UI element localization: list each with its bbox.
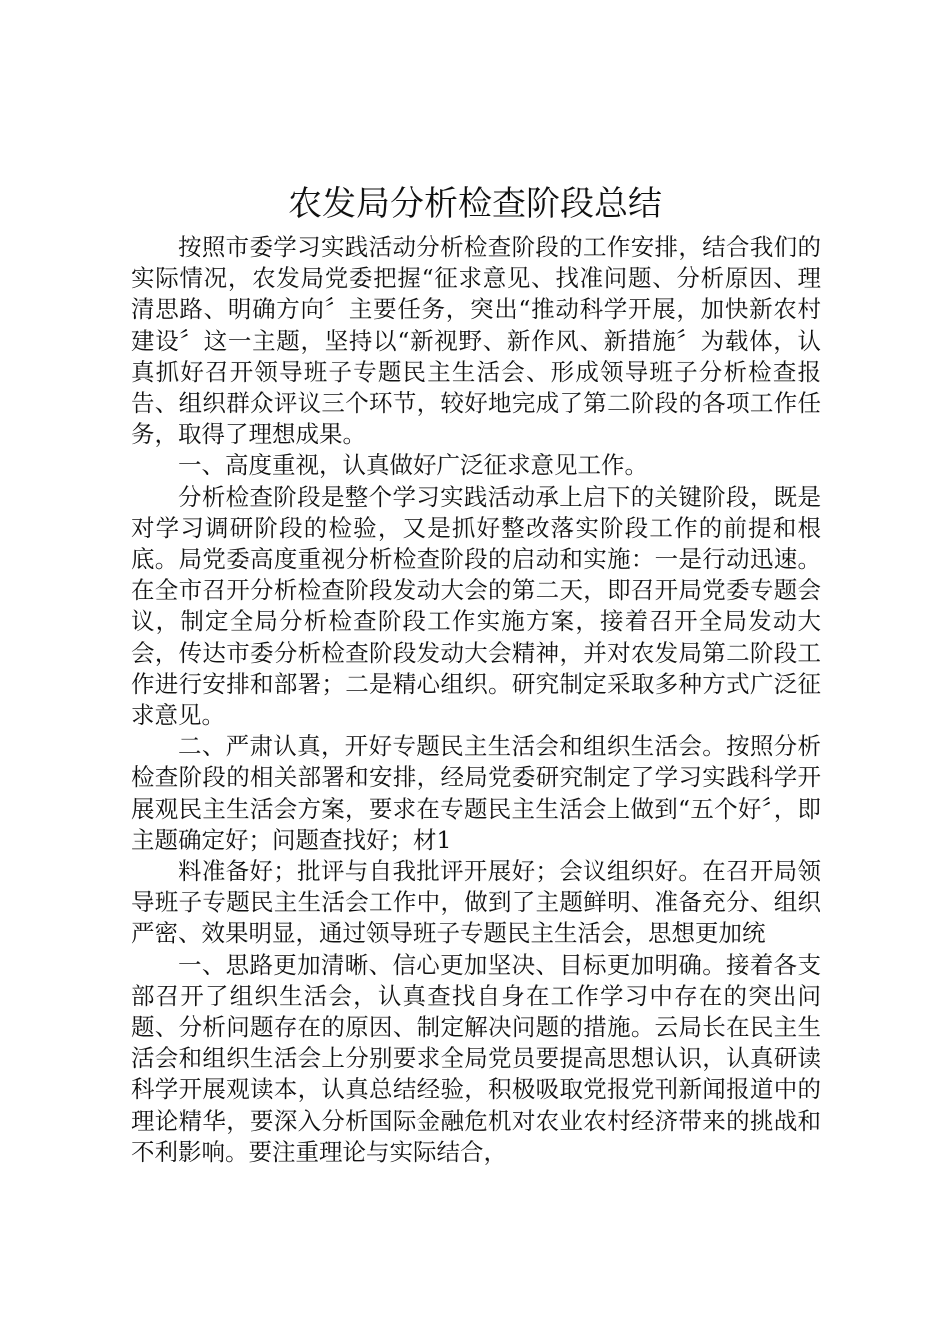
paragraph-analysis-stage: 分析检查阶段是整个学习实践活动承上启下的关键阶段，既是对学习调研阶段的检验，又是抓好整改落实阶段工作的前提和根底。局党委高度重视分析检查阶段的启动和实施：一是行动迅速。在全市召开分析检查阶段发动大会的第二天，即召开局党委专题会议，制定全局分析检查阶段工作实施方案，接着召开全局发动大会，传达市委分析检查阶段发动大会精神，并对农发局第二阶段工作进行安排和部署；二是精心组织。研究制定采取多种方式广泛征求意见。 (131, 482, 821, 730)
document-body (131, 232, 821, 1168)
paragraph-heading-1: 一、高度重视，认真做好广泛征求意见工作。 (178, 451, 648, 480)
paragraph-materials: 料准备好；批评与自我批评开展好；会议组织好。在召开局领导班子专题民主生活会工作中，做到了主题鲜明、准备充分、组织严密、效果明显，通过领导班子专题民主生活会，思想更加统 (131, 857, 821, 948)
document-title: 农发局分析检查阶段总结 (288, 184, 662, 224)
paragraph-heading-2: 二、严肃认真，开好专题民主生活会和组织生活会。按照分析检查阶段的相关部署和安排，经局党委研究制定了学习实践科学开展观民主生活会方案，要求在专题民主生活会上做到“五个好〞，即主题确定好；问题查找好；材1 (131, 732, 821, 854)
paragraph-intro: 按照市委学习实践活动分析检查阶段的工作安排，结合我们的实际情况，农发局党委把握“征求意见、找准问题、分析原因、理清思路、明确方向〞主要任务，突出“推动科学开展，加快新农村建设〞这一主题，坚持以“新视野、新作风、新措施〞为载体，认真抓好召开领导班子专题民主生活会、形成领导班子分析检查报告、组织群众评议三个环节，较好地完成了第二阶段的各项工作任务，取得了理想成果。 (131, 233, 821, 449)
paragraph-thinking: 一、思路更加清晰、信心更加坚决、目标更加明确。接着各支部召开了组织生活会，认真查找自身在工作学习中存在的突出问题、分析问题存在的原因、制定解决问题的措施。云局长在民主生活会和组织生活会上分别要求全局党员要提高思想认识，认真研读科学开展观读本，认真总结经验，积极吸取党报党刊新闻报道中的理论精华，要深入分析国际金融危机对农业农村经济带来的挑战和不利影响。要注重理论与实际结合， (131, 950, 821, 1166)
